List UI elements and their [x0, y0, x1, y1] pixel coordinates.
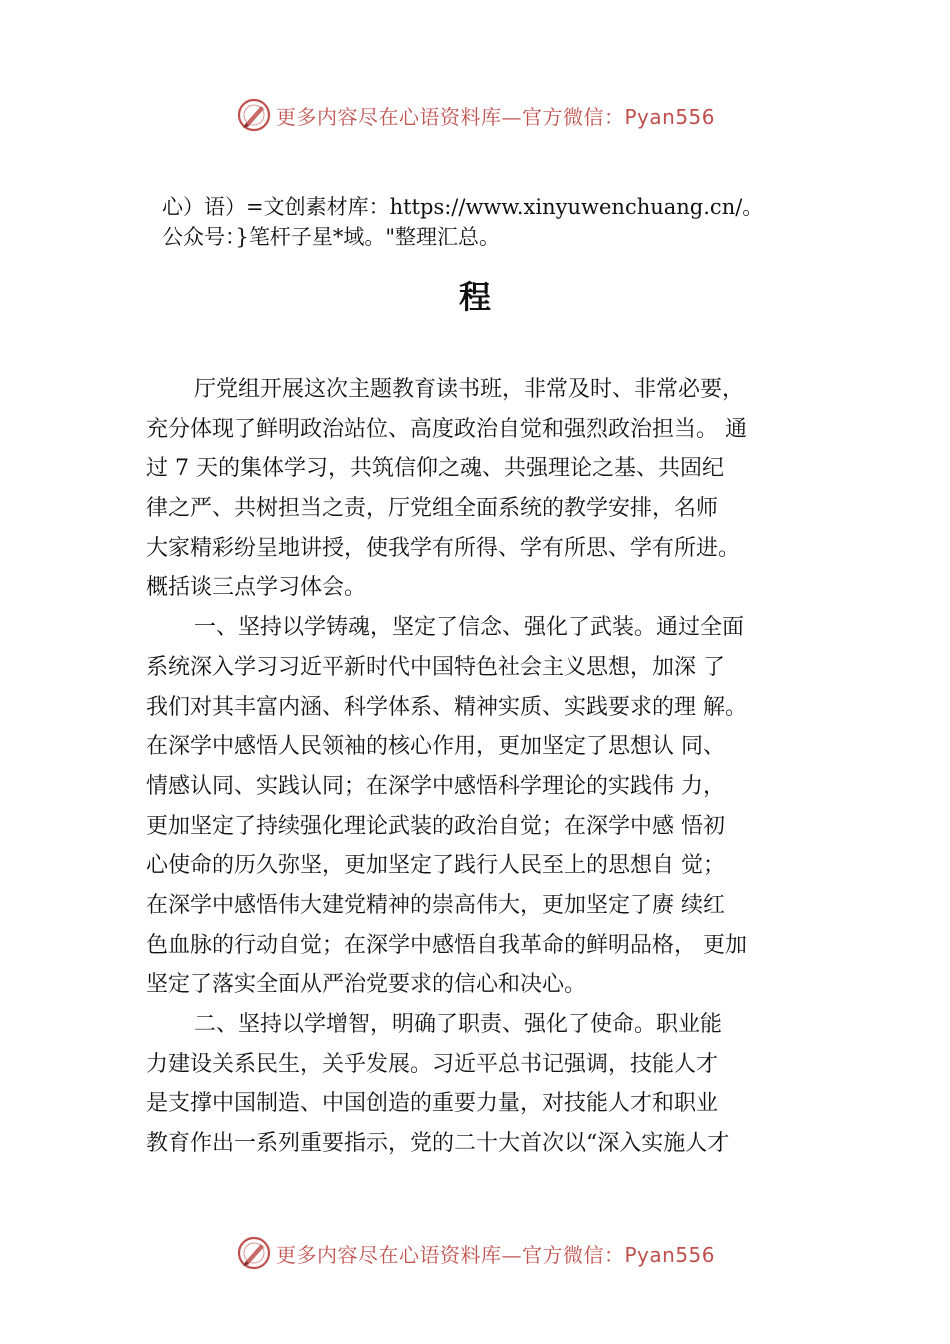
body-line: 律之严、共树担当之责，厅党组全面系统的教学安排，名师 [146, 496, 719, 522]
source-line-1: 心）语）=文创素材库：https://www.xinyuwenchuang.cn/。 [162, 195, 764, 219]
body-line: 大家精彩纷呈地讲授，使我学有所得、学有所思、学有所进。 [146, 535, 741, 561]
body-line: 一、坚持以学铸魂，坚定了信念、强化了武装。通过全面 [194, 615, 745, 641]
pen-logo-icon [236, 97, 272, 133]
body-line: 我们对其丰富内涵、科学体系、精神实质、实践要求的理 解。 [146, 694, 747, 720]
body-line: 在深学中感悟伟大建党精神的崇高伟大，更加坚定了赓 续红 [146, 892, 725, 918]
banner-text [276, 101, 715, 130]
page-title: 程 [458, 278, 491, 316]
body-line: 心使命的历久弥坚，更加坚定了践行人民至上的思想自 觉； [146, 853, 725, 879]
header-banner [236, 95, 715, 135]
body-line: 情感认同、实践认同；在深学中感悟科学理论的实践伟 力， [146, 773, 725, 799]
banner-text-cn: 更多内容尽在心语资料库—官方微信： [276, 1242, 625, 1267]
footer-banner [236, 1233, 715, 1273]
banner-wechat-id: Pyan556 [624, 104, 716, 129]
banner-wechat-id: Pyan556 [624, 1242, 716, 1267]
source-line-2: 公众号：}笔杆子星*域。"整理汇总。 [162, 225, 501, 249]
body-text [146, 370, 846, 1164]
body-line: 二、坚持以学增智，明确了职责、强化了使命。职业能 [194, 1012, 723, 1037]
body-line: 充分体现了鲜明政治站位、高度政治自觉和强烈政治担当。 通 [146, 416, 747, 442]
source-note [162, 192, 862, 252]
banner-text-cn: 更多内容尽在心语资料库—官方微信： [276, 104, 625, 129]
body-line: 过 7 天的集体学习，共筑信仰之魂、共强理论之基、共固纪 [146, 456, 724, 482]
body-line: 色血脉的行动自觉；在深学中感悟自我革命的鲜明品格， 更加 [146, 932, 747, 958]
body-line: 教育作出一系列重要指示，党的二十大首次以“深入实施人才 [146, 1131, 730, 1157]
body-line: 厅党组开展这次主题教育读书班，非常及时、非常必要， [194, 377, 745, 402]
pen-logo-icon [236, 1235, 272, 1271]
banner-text [276, 1239, 715, 1268]
body-line: 坚定了落实全面从严治党要求的信心和决心。 [146, 972, 587, 998]
body-line: 在深学中感悟人民领袖的核心作用，更加坚定了思想认 同、 [146, 734, 725, 760]
body-line: 系统深入学习习近平新时代中国特色社会主义思想，加深 了 [146, 654, 725, 680]
body-line: 更加坚定了持续强化理论武装的政治自觉；在深学中感 悟初 [146, 813, 725, 839]
body-line: 力建设关系民生，关乎发展。习近平总书记强调，技能人才 [146, 1051, 719, 1077]
body-line: 是支撑中国制造、中国创造的重要力量，对技能人才和职业 [146, 1091, 719, 1117]
body-line: 概括谈三点学习体会。 [146, 575, 367, 601]
